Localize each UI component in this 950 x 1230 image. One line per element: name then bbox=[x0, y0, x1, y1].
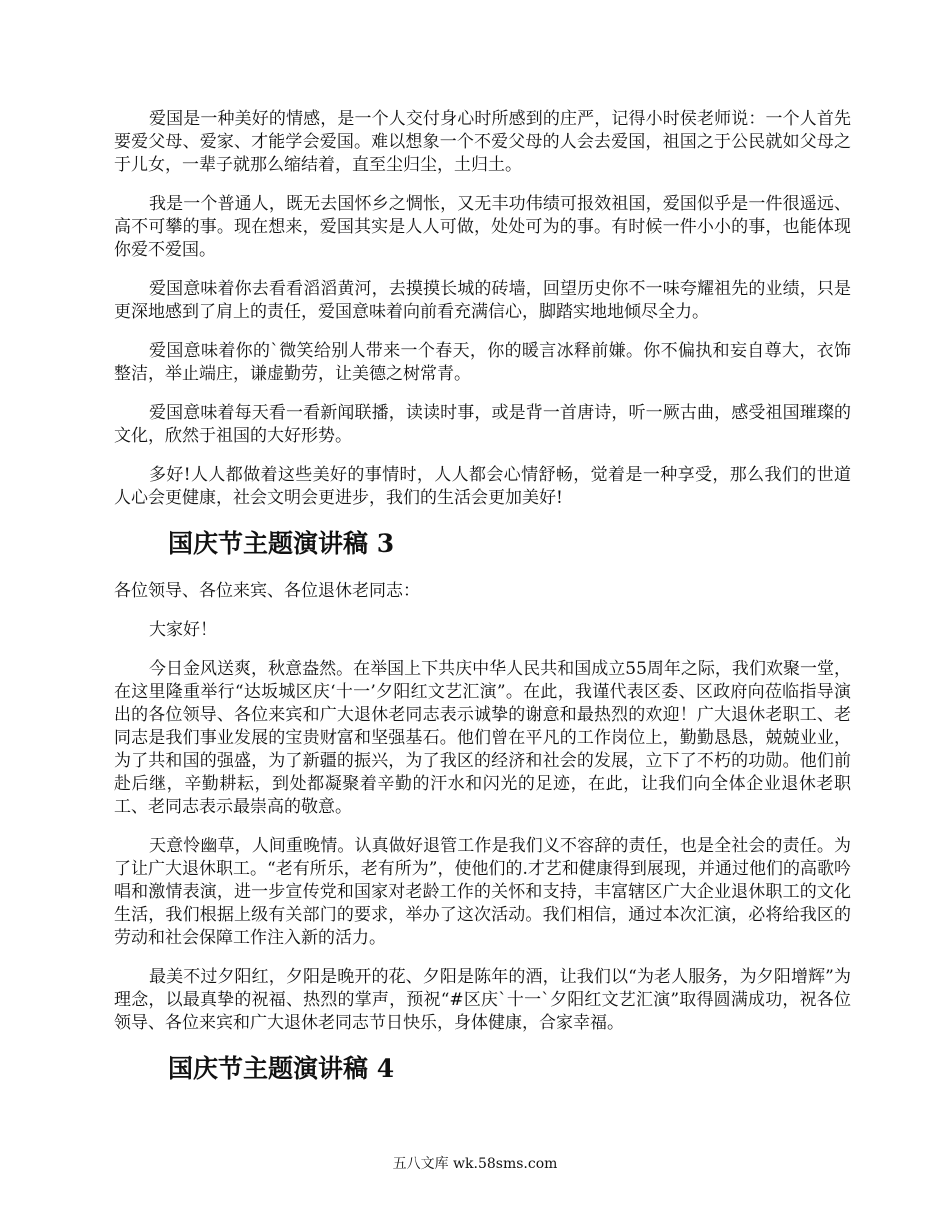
section-4-title: 国庆节主题演讲稿 4 bbox=[168, 1054, 395, 1083]
paragraph: 爱国意味着每天看一看新闻联播，读读时事，或是背一首唐诗，听一厥古曲，感受祖国璀璨的文化，欣然于祖国的大好形势。 bbox=[114, 403, 851, 446]
page-footer: 五八文库 wk.58sms.com bbox=[392, 1156, 558, 1172]
paragraph: 我是一个普通人，既无去国怀乡之惆怅，又无丰功伟绩可报效祖国，爱国似乎是一件很遥远、高不可攀的事。现在想来，爱国其实是人人可做，处处可为的事。有时候一件小小的事，也能体现你爱不爱国。 bbox=[114, 194, 851, 260]
paragraph: 爱国意味着你的`微笑给别人带来一个春天，你的暖言冰释前嫌。你不偏执和妄自尊大，衣饰整洁，举止端庄，谦虚勤劳，让美德之树常青。 bbox=[114, 341, 851, 384]
document-page bbox=[114, 108, 851, 1105]
paragraph: 今日金风送爽，秋意盎然。在举国上下共庆中华人民共和国成立55周年之际，我们欢聚一堂，在这里隆重举行“达坂城区庆‘十一’夕阳红文艺汇演”。在此，我谨代表区委、区政府向莅临指导演出的各位领导、各位来宾和广大退休老同志表示诚挚的谢意和最热烈的欢迎！广大退休老职工、老同志是我们事业发展的宝贵财富和坚强基石。他们曾在平凡的工作岗位上，勤勤恳恳，兢兢业业，为了共和国的强盛，为了新疆的振兴，为了我区的经济和社会的发展，立下了不朽的功勋。他们前赴后继，辛勤耕耘，到处都凝聚着辛勤的汗水和闪光的足迹，在此，让我们向全体企业退休老职工、老同志表示最崇高的敬意。 bbox=[114, 659, 851, 817]
paragraph: 爱国是一种美好的情感，是一个人交付身心时所感到的庄严，记得小时侯老师说：一个人首先要爱父母、爱家、才能学会爱国。难以想象一个不爱父母的人会去爱国，祖国之于公民就如父母之于儿女，一辈子就那么缩结着，直至尘归尘，土归土。 bbox=[114, 109, 851, 175]
salutation: 各位领导、各位来宾、各位退休老同志： bbox=[114, 581, 420, 601]
section-3-title: 国庆节主题演讲稿 3 bbox=[168, 529, 395, 558]
greeting: 大家好！ bbox=[149, 620, 217, 640]
paragraph: 多好!人人都做着这些美好的事情时，人人都会心情舒畅，觉着是一种享受，那么我们的世道人心会更健康，社会文明会更进步，我们的生活会更加美好! bbox=[114, 465, 851, 508]
paragraph: 最美不过夕阳红，夕阳是晚开的花、夕阳是陈年的酒，让我们以“为老人服务，为夕阳增辉”为理念，以最真挚的祝福、热烈的掌声，预祝“#区庆`十一`夕阳红文艺汇演”取得圆满成功，祝各位领导、各位来宾和广大退休老同志节日快乐，身体健康，合家幸福。 bbox=[114, 967, 851, 1033]
paragraph: 爱国意味着你去看看滔滔黄河，去摸摸长城的砖墙，回望历史你不一味夸耀祖先的业绩，只是更深地感到了肩上的责任，爱国意味着向前看充满信心，脚踏实地地倾尽全力。 bbox=[114, 279, 851, 322]
paragraph: 天意怜幽草，人间重晚情。认真做好退管工作是我们义不容辞的责任，也是全社会的责任。为了让广大退休职工。“老有所乐，老有所为”，使他们的.才艺和健康得到展现，并通过他们的高歌吟唱和激情表演，进一步宣传党和国家对老龄工作的关怀和支持，丰富辖区广大企业退休职工的文化生活，我们根据上级有关部门的要求，举办了这次活动。我们相信，通过本次汇演，必将给我区的劳动和社会保障工作注入新的活力。 bbox=[114, 836, 851, 948]
